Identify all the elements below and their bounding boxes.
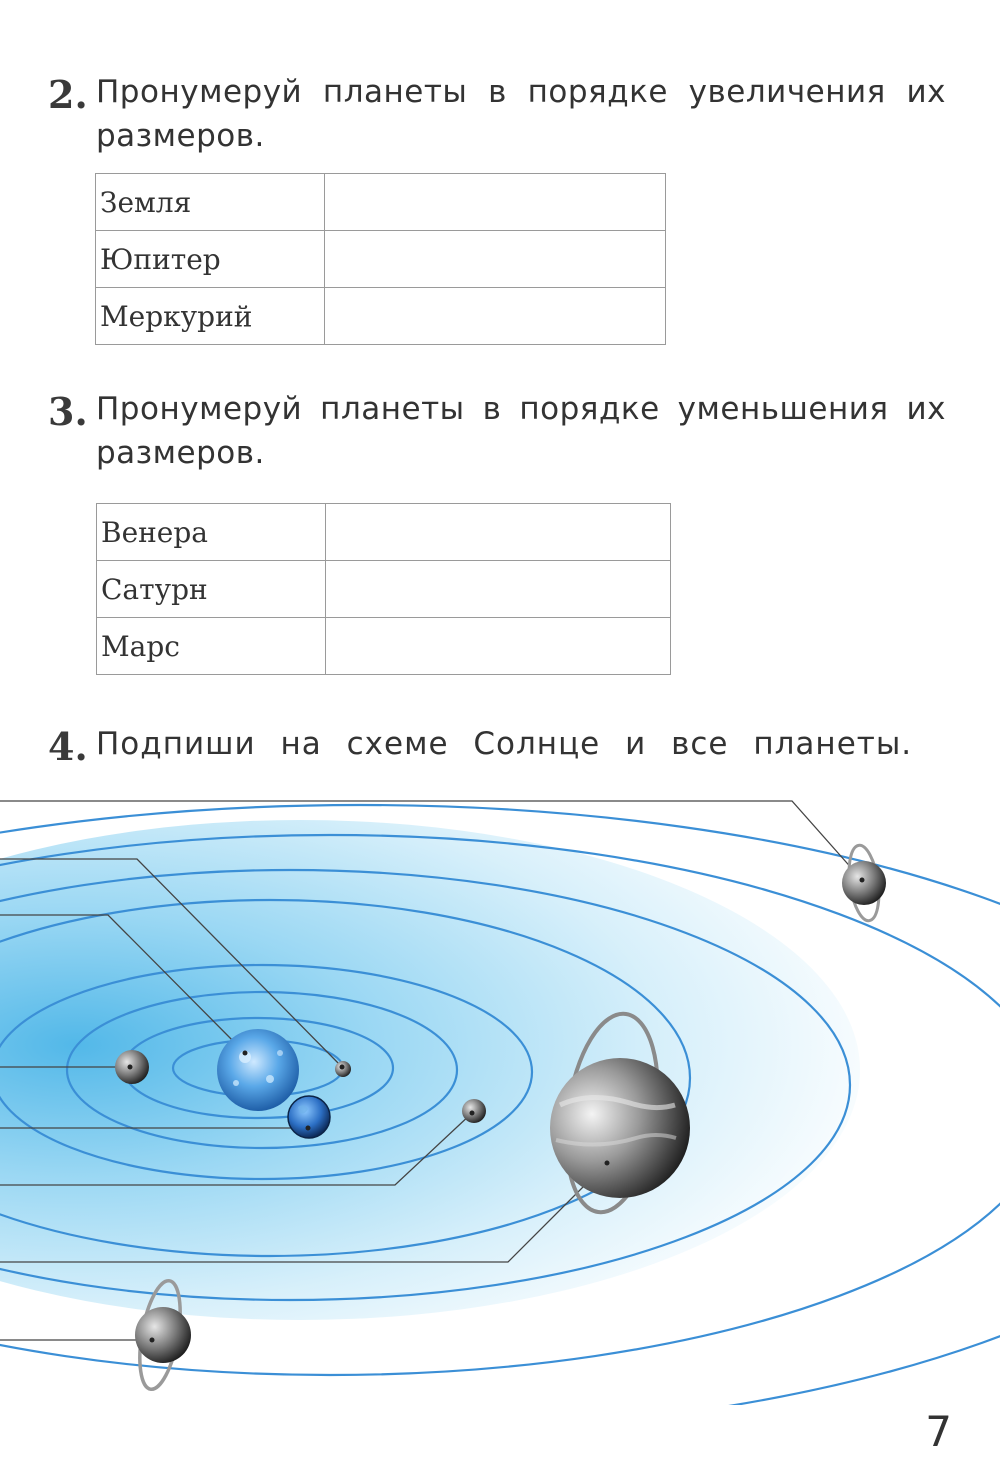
answer-cell[interactable] (325, 288, 666, 345)
table-row (97, 618, 671, 675)
page-number: 7 (925, 1407, 952, 1456)
mars-icon[interactable] (462, 1099, 486, 1123)
planet-name: Сатурн (97, 561, 326, 618)
sun-icon[interactable] (217, 1029, 299, 1111)
table-row (96, 288, 666, 345)
planet-name: Венера (97, 504, 326, 561)
task-3 (48, 387, 948, 687)
planet-name: Меркурий (96, 288, 325, 345)
task-number: 4. (48, 724, 88, 769)
answer-cell[interactable] (326, 504, 671, 561)
planet-table-ascending (95, 173, 666, 345)
table-row (97, 504, 671, 561)
uranus-icon[interactable] (842, 843, 886, 922)
task-number: 3. (48, 389, 88, 434)
task-text: Подпиши на схеме Солнце и все планеты. (96, 726, 913, 762)
answer-cell[interactable] (325, 174, 666, 231)
answer-cell[interactable] (326, 561, 671, 618)
table-row (97, 561, 671, 618)
table-row (96, 231, 666, 288)
planet-table-descending (96, 503, 671, 675)
planet-name: Марс (97, 618, 326, 675)
task-text: Пронумеруй планеты в порядке увеличения их размеров. (96, 74, 946, 154)
table-row (96, 174, 666, 231)
solar-system-diagram (0, 795, 1000, 1405)
task-2 (48, 70, 948, 370)
answer-cell[interactable] (326, 618, 671, 675)
task-text: Пронумеруй планеты в порядке уменьшения их размеров. (96, 391, 946, 471)
planet-name: Земля (96, 174, 325, 231)
task-4 (48, 722, 948, 782)
answer-cell[interactable] (325, 231, 666, 288)
task-number: 2. (48, 72, 88, 117)
planet-name: Юпитер (96, 231, 325, 288)
earth-icon[interactable] (288, 1096, 330, 1138)
